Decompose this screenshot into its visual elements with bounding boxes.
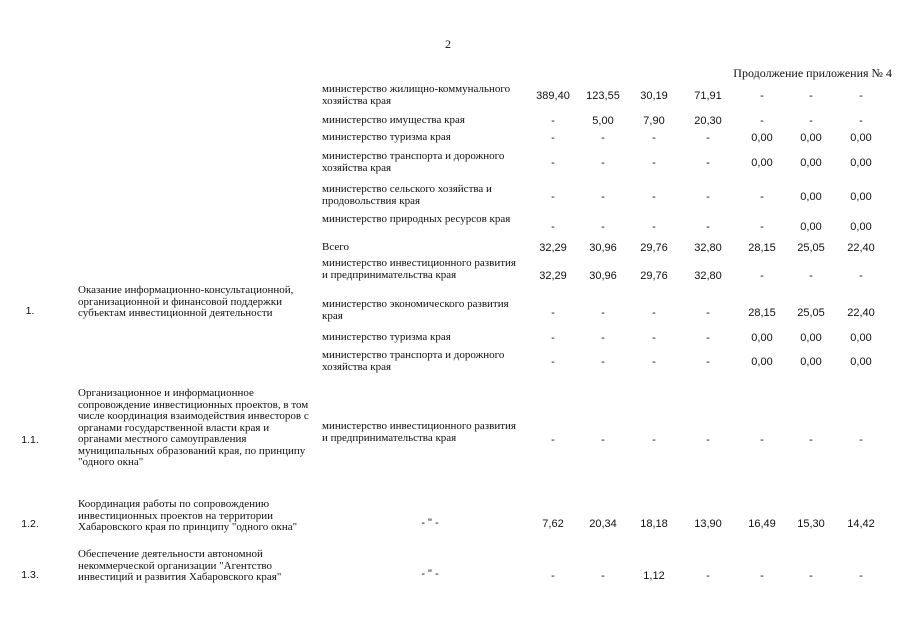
value-cell: 0,00	[800, 221, 822, 233]
executor-cell: - " -	[421, 568, 439, 580]
value-cell: 7,62	[542, 518, 564, 530]
value-cell: 25,05	[797, 242, 825, 254]
page-number: 2	[445, 37, 451, 51]
table-row	[0, 214, 905, 242]
value-cell: -	[706, 570, 710, 582]
value-cell: -	[601, 132, 605, 144]
value-cell: -	[551, 115, 555, 127]
value-cell: 7,90	[643, 115, 665, 127]
value-cell: -	[706, 434, 710, 446]
executor-cell: министерство сельского хозяйства и продовольствия края	[322, 183, 492, 207]
table-row	[0, 184, 905, 212]
value-cell: -	[551, 307, 555, 319]
measure-name: Организационное и информационное сопровождение инвестиционных проектов, в том числе координация взаимодействия инвесторов с органами государственной власти края и органами местного самоуправления муниципальных образований края, по принципу "одного окна"	[78, 387, 309, 468]
row-number: 1.2.	[21, 518, 39, 530]
value-cell: -	[859, 90, 863, 102]
value-cell: 123,55	[586, 90, 620, 102]
value-cell: -	[859, 115, 863, 127]
table-row	[0, 84, 905, 112]
value-cell: -	[760, 90, 764, 102]
executor-cell: министерство жилищно-коммунального хозяйства края	[322, 83, 511, 107]
value-cell: -	[859, 270, 863, 282]
value-cell: 28,15	[748, 307, 776, 319]
value-cell: 0,00	[800, 191, 822, 203]
value-cell: 0,00	[751, 132, 773, 144]
appendix-caption: Продолжение приложения № 4	[733, 66, 892, 80]
value-cell: 32,29	[539, 270, 567, 282]
value-cell: -	[760, 570, 764, 582]
executor-cell: министерство инвестиционного развития и предпринимательства края	[322, 257, 516, 281]
value-cell: 0,00	[751, 332, 773, 344]
table-row	[0, 115, 905, 131]
value-cell: 0,00	[850, 157, 872, 169]
value-cell: -	[809, 270, 813, 282]
value-cell: -	[706, 307, 710, 319]
value-cell: 30,19	[640, 90, 668, 102]
measure-name: Оказание информационно-консультационной, организационной и финансовой поддержки субъектам инвестиционной деятельности	[78, 284, 294, 319]
table-row	[0, 499, 905, 549]
value-cell: -	[551, 332, 555, 344]
value-cell: 389,40	[536, 90, 570, 102]
table-row	[0, 285, 905, 333]
value-cell: -	[601, 157, 605, 169]
value-cell: -	[760, 434, 764, 446]
value-cell: -	[652, 434, 656, 446]
value-cell: 0,00	[850, 132, 872, 144]
value-cell: -	[551, 157, 555, 169]
value-cell: -	[551, 434, 555, 446]
executor-cell: министерство транспорта и дорожного хозяйства края	[322, 349, 505, 373]
executor-cell: министерство экономического развития края	[322, 298, 509, 322]
value-cell: 0,00	[800, 157, 822, 169]
value-cell: 18,18	[640, 518, 668, 530]
value-cell: 32,80	[694, 270, 722, 282]
executor-cell: министерство инвестиционного развития и предпринимательства края	[322, 420, 516, 444]
value-cell: -	[601, 434, 605, 446]
value-cell: 16,49	[748, 518, 776, 530]
value-cell: -	[652, 356, 656, 368]
value-cell: 1,12	[643, 570, 665, 582]
value-cell: 32,80	[694, 242, 722, 254]
value-cell: 0,00	[850, 221, 872, 233]
value-cell: 22,40	[847, 307, 875, 319]
executor-cell: - " -	[421, 517, 439, 529]
table-row	[0, 151, 905, 179]
measure-name: Обеспечение деятельности автономной некоммерческой организации "Агентство инвестиций и развития Хабаровского края"	[78, 548, 282, 583]
value-cell: -	[601, 191, 605, 203]
value-cell: 0,00	[850, 332, 872, 344]
value-cell: 0,00	[751, 157, 773, 169]
value-cell: -	[760, 191, 764, 203]
value-cell: 5,00	[592, 115, 614, 127]
executor-cell: министерство имущества края	[322, 114, 465, 126]
value-cell: -	[551, 356, 555, 368]
value-cell: 28,15	[748, 242, 776, 254]
value-cell: -	[760, 221, 764, 233]
value-cell: 30,96	[589, 270, 617, 282]
value-cell: -	[706, 221, 710, 233]
value-cell: 0,00	[800, 332, 822, 344]
value-cell: -	[551, 132, 555, 144]
value-cell: 30,96	[589, 242, 617, 254]
value-cell: -	[706, 132, 710, 144]
value-cell: -	[652, 307, 656, 319]
value-cell: -	[706, 191, 710, 203]
value-cell: -	[551, 191, 555, 203]
value-cell: -	[652, 332, 656, 344]
value-cell: -	[809, 570, 813, 582]
value-cell: 14,42	[847, 518, 875, 530]
value-cell: 0,00	[850, 191, 872, 203]
value-cell: -	[601, 221, 605, 233]
table-row	[0, 388, 905, 494]
value-cell: -	[809, 115, 813, 127]
value-cell: -	[652, 221, 656, 233]
value-cell: 20,30	[694, 115, 722, 127]
value-cell: 0,00	[850, 356, 872, 368]
value-cell: 0,00	[800, 132, 822, 144]
value-cell: 25,05	[797, 307, 825, 319]
value-cell: 13,90	[694, 518, 722, 530]
executor-cell: министерство туризма края	[322, 331, 451, 343]
value-cell: -	[652, 191, 656, 203]
table-row	[0, 549, 905, 601]
value-cell: 29,76	[640, 242, 668, 254]
value-cell: 29,76	[640, 270, 668, 282]
value-cell: -	[551, 570, 555, 582]
value-cell: 15,30	[797, 518, 825, 530]
value-cell: 22,40	[847, 242, 875, 254]
table-row	[0, 332, 905, 348]
value-cell: -	[551, 221, 555, 233]
value-cell: -	[652, 132, 656, 144]
value-cell: 0,00	[751, 356, 773, 368]
value-cell: 20,34	[589, 518, 617, 530]
value-cell: -	[601, 307, 605, 319]
value-cell: -	[760, 270, 764, 282]
table-row	[0, 350, 905, 378]
value-cell: -	[859, 434, 863, 446]
executor-cell: министерство природных ресурсов края	[322, 213, 511, 225]
executor-cell: министерство транспорта и дорожного хозяйства края	[322, 150, 505, 174]
value-cell: -	[706, 157, 710, 169]
value-cell: -	[601, 332, 605, 344]
value-cell: -	[601, 570, 605, 582]
value-cell: -	[652, 157, 656, 169]
value-cell: -	[706, 356, 710, 368]
value-cell: -	[760, 115, 764, 127]
value-cell: 32,29	[539, 242, 567, 254]
total-label: Всего	[322, 241, 349, 253]
value-cell: -	[859, 570, 863, 582]
row-number: 1.3.	[21, 569, 39, 581]
value-cell: -	[809, 90, 813, 102]
row-number: 1.1.	[21, 434, 39, 446]
value-cell: -	[706, 332, 710, 344]
row-number: 1.	[25, 305, 35, 317]
table-row	[0, 242, 905, 256]
executor-cell: министерство туризма края	[322, 131, 451, 143]
value-cell: -	[601, 356, 605, 368]
value-cell: 0,00	[800, 356, 822, 368]
value-cell: -	[809, 434, 813, 446]
value-cell: 71,91	[694, 90, 722, 102]
table-row	[0, 132, 905, 148]
measure-name: Координация работы по сопровождению инвестиционных проектов на территории Хабаровского края по принципу "одного окна"	[78, 498, 298, 533]
